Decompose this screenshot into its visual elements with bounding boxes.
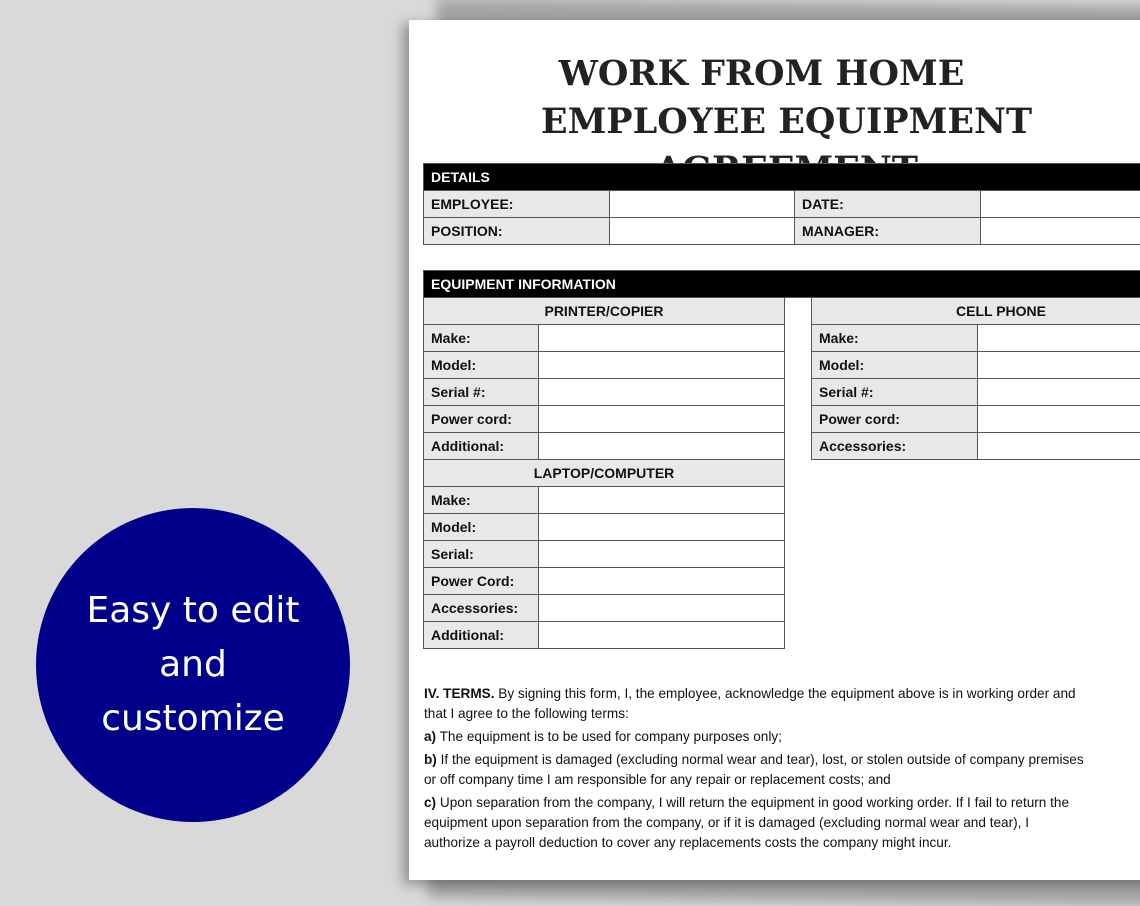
cell-phone-table xyxy=(811,297,1140,460)
term-a-label: a) xyxy=(424,729,436,744)
term-c-text-2: equipment upon separation from the company, or if it is damaged (excluding normal wear and tear), I xyxy=(424,815,1029,830)
employee-label: EMPLOYEE: xyxy=(424,191,610,218)
cell-power-cord-label: Power cord: xyxy=(812,406,978,433)
term-c xyxy=(424,793,1140,853)
printer-section-title: PRINTER/COPIER xyxy=(424,298,785,325)
printer-power-cord-field[interactable] xyxy=(539,406,785,433)
laptop-power-cord-label: Power Cord: xyxy=(424,568,539,595)
date-label: DATE: xyxy=(795,191,981,218)
laptop-power-cord-field[interactable] xyxy=(539,568,785,595)
printer-make-label: Make: xyxy=(424,325,539,352)
cell-make-field[interactable] xyxy=(978,325,1140,352)
laptop-model-label: Model: xyxy=(424,514,539,541)
employee-field[interactable] xyxy=(610,191,795,218)
promo-badge xyxy=(36,508,350,822)
equipment-header: EQUIPMENT INFORMATION xyxy=(424,271,1140,298)
cell-make-label: Make: xyxy=(812,325,978,352)
document-page xyxy=(409,20,1140,880)
terms-intro-line-2: that I agree to the following terms: xyxy=(424,706,629,721)
title-line-2: EMPLOYEE EQUIPMENT xyxy=(409,98,1140,194)
date-field[interactable] xyxy=(981,191,1140,218)
title-line-1: WORK FROM HOME xyxy=(409,50,1140,98)
printer-laptop-table xyxy=(423,297,785,649)
printer-additional-label: Additional: xyxy=(424,433,539,460)
term-b xyxy=(424,750,1140,790)
cell-accessories-field[interactable] xyxy=(978,433,1140,460)
printer-serial-label: Serial #: xyxy=(424,379,539,406)
laptop-make-field[interactable] xyxy=(539,487,785,514)
equipment-header-table xyxy=(423,270,1140,298)
printer-power-cord-label: Power cord: xyxy=(424,406,539,433)
laptop-make-label: Make: xyxy=(424,487,539,514)
laptop-model-field[interactable] xyxy=(539,514,785,541)
laptop-additional-label: Additional: xyxy=(424,622,539,649)
term-c-text-1: Upon separation from the company, I will return the equipment in good working order. If I fail to return the xyxy=(436,795,1069,810)
manager-label: MANAGER: xyxy=(795,218,981,245)
printer-model-label: Model: xyxy=(424,352,539,379)
printer-serial-field[interactable] xyxy=(539,379,785,406)
details-header: DETAILS xyxy=(424,164,1140,191)
terms-intro-line-1: By signing this form, I, the employee, acknowledge the equipment above is in working order and xyxy=(495,686,1076,701)
printer-make-field[interactable] xyxy=(539,325,785,352)
printer-model-field[interactable] xyxy=(539,352,785,379)
term-a xyxy=(424,727,1140,747)
promo-badge-text: Easy to edit and customize xyxy=(73,584,313,746)
term-b-text-1: If the equipment is damaged (excluding normal wear and tear), lost, or stolen outside of company premises xyxy=(437,752,1084,767)
cell-model-label: Model: xyxy=(812,352,978,379)
terms-intro xyxy=(424,684,1140,724)
cell-model-field[interactable] xyxy=(978,352,1140,379)
laptop-section-title: LAPTOP/COMPUTER xyxy=(424,460,785,487)
cell-serial-field[interactable] xyxy=(978,379,1140,406)
details-table xyxy=(423,163,1140,245)
cell-accessories-label: Accessories: xyxy=(812,433,978,460)
terms-section xyxy=(424,684,1140,856)
laptop-accessories-label: Accessories: xyxy=(424,595,539,622)
manager-field[interactable] xyxy=(981,218,1140,245)
term-c-label: c) xyxy=(424,795,436,810)
position-label: POSITION: xyxy=(424,218,610,245)
laptop-serial-label: Serial: xyxy=(424,541,539,568)
laptop-additional-field[interactable] xyxy=(539,622,785,649)
term-b-label: b) xyxy=(424,752,437,767)
terms-heading: IV. TERMS. xyxy=(424,686,495,701)
cell-serial-label: Serial #: xyxy=(812,379,978,406)
term-a-text: The equipment is to be used for company purposes only; xyxy=(436,729,782,744)
laptop-accessories-field[interactable] xyxy=(539,595,785,622)
term-c-text-3: authorize a payroll deduction to cover any replacements costs the company might incur. xyxy=(424,835,951,850)
laptop-serial-field[interactable] xyxy=(539,541,785,568)
cell-power-cord-field[interactable] xyxy=(978,406,1140,433)
cell-section-title: CELL PHONE xyxy=(812,298,1140,325)
position-field[interactable] xyxy=(610,218,795,245)
term-b-text-2: or off company time I am responsible for any repair or replacement costs; and xyxy=(424,772,891,787)
printer-additional-field[interactable] xyxy=(539,433,785,460)
